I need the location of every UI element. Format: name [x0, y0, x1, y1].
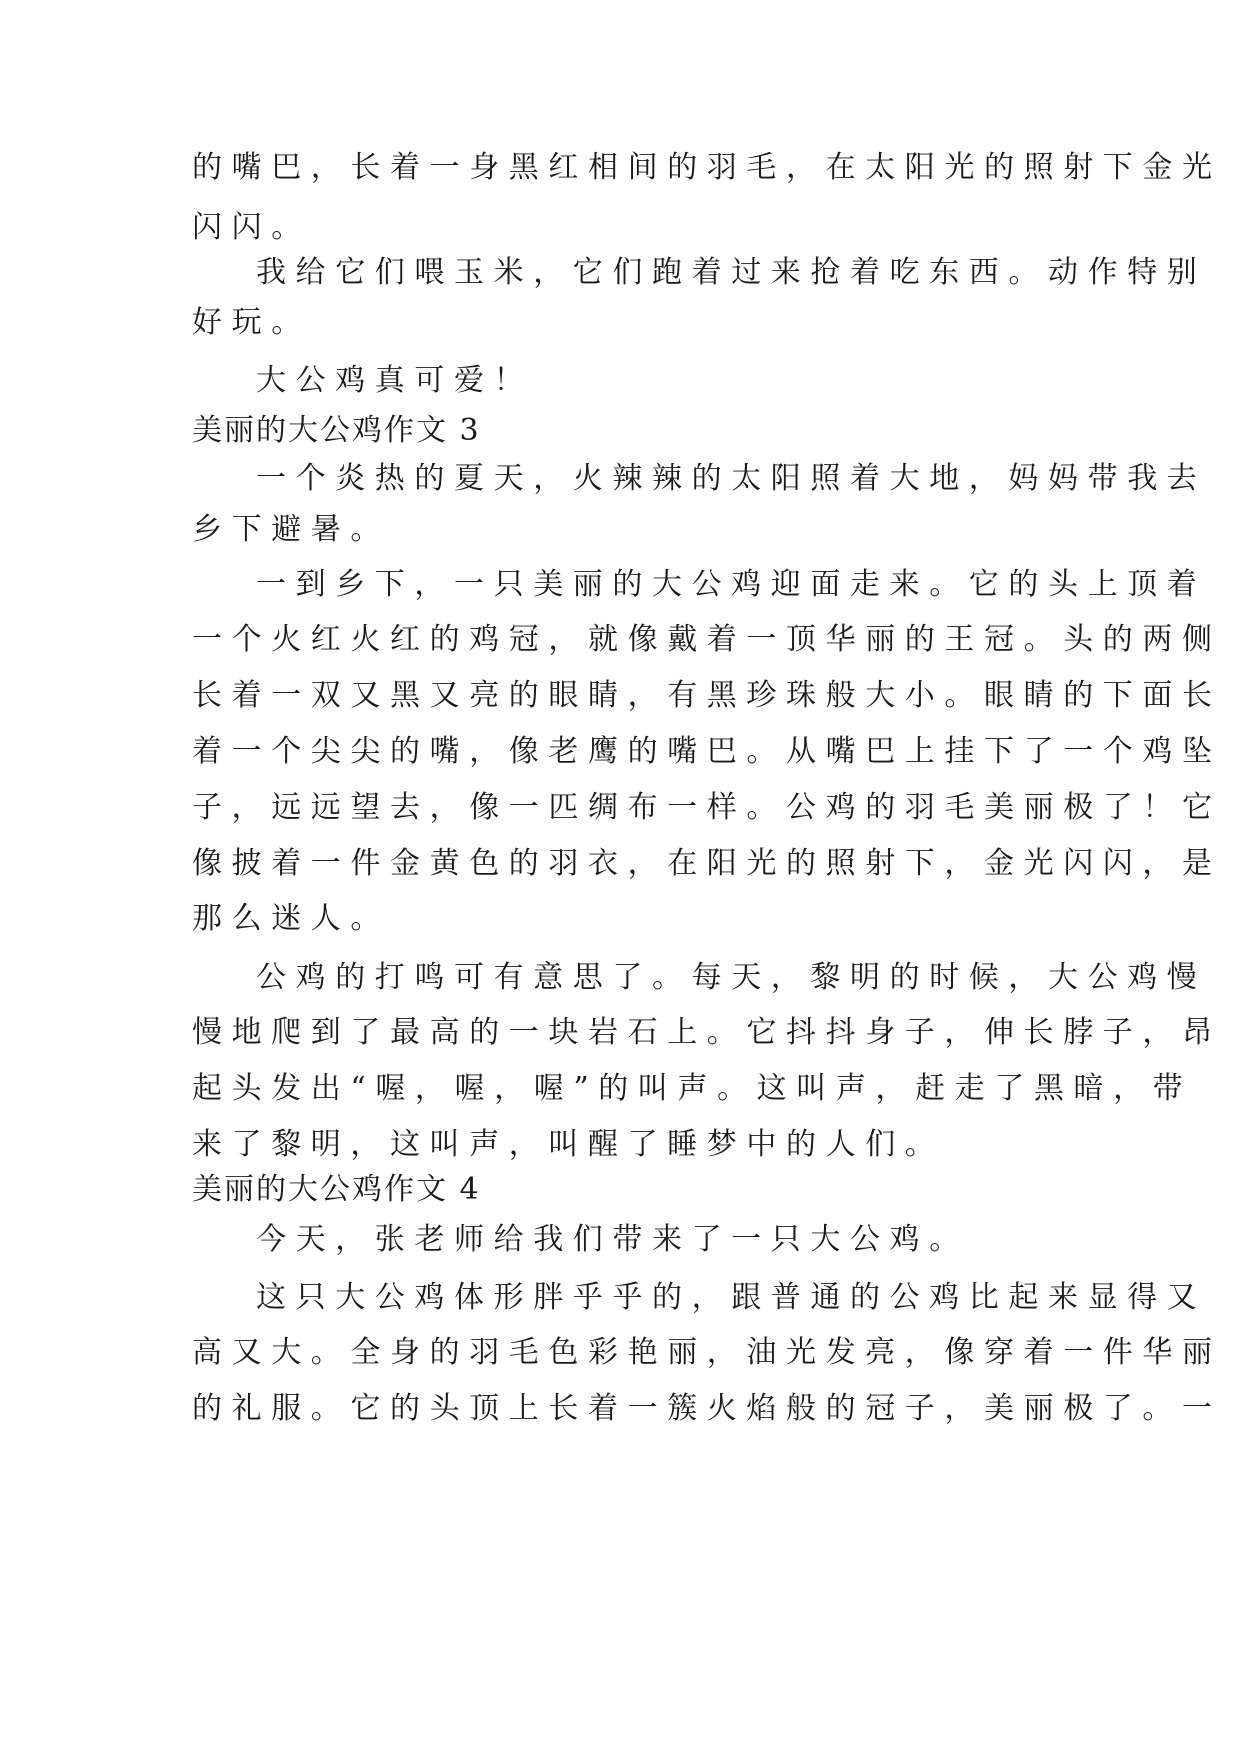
- section-heading: 美丽的大公鸡作文 3: [192, 413, 481, 448]
- text-line: 闪闪。: [192, 210, 311, 245]
- text-line: 这只大公鸡体形胖乎乎的，跟普通的公鸡比起来显得又: [256, 1280, 1207, 1315]
- text-line: 着一个尖尖的嘴，像老鹰的嘴巴。从嘴巴上挂下了一个鸡坠: [192, 734, 1222, 769]
- text-line: 大公鸡真可爱！: [256, 363, 534, 398]
- text-line: 乡下避暑。: [192, 512, 390, 547]
- text-line: 像披着一件金黄色的羽衣，在阳光的照射下，金光闪闪，是: [192, 846, 1222, 881]
- section-heading: 美丽的大公鸡作文 4: [192, 1172, 481, 1207]
- text-line: 子，远远望去，像一匹绸布一样。公鸡的羽毛美丽极了！它: [192, 790, 1222, 825]
- text-line: 好玩。: [192, 305, 311, 340]
- text-line: 那么迷人。: [192, 901, 390, 936]
- text-line: 慢地爬到了最高的一块岩石上。它抖抖身子，伸长脖子，昂: [192, 1015, 1222, 1050]
- text-line: 一个火红火红的鸡冠，就像戴着一顶华丽的王冠。头的两侧: [192, 622, 1222, 657]
- text-line: 一到乡下，一只美丽的大公鸡迎面走来。它的头上顶着: [256, 567, 1207, 602]
- text-line: 的礼服。它的头顶上长着一簇火焰般的冠子，美丽极了。一: [192, 1391, 1222, 1426]
- text-line: 长着一双又黑又亮的眼睛，有黑珍珠般大小。眼睛的下面长: [192, 678, 1222, 713]
- text-line: 今天，张老师给我们带来了一只大公鸡。: [256, 1222, 969, 1257]
- text-line: 我给它们喂玉米，它们跑着过来抢着吃东西。动作特别: [256, 255, 1207, 290]
- text-line: 高又大。全身的羽毛色彩艳丽，油光发亮，像穿着一件华丽: [192, 1335, 1222, 1370]
- text-line: 来了黎明，这叫声，叫醒了睡梦中的人们。: [192, 1127, 945, 1162]
- text-line: 的嘴巴，长着一身黑红相间的羽毛，在太阳光的照射下金光: [192, 150, 1222, 185]
- text-line: 起头发出“喔，喔，喔”的叫声。这叫声，赶走了黑暗，带: [192, 1071, 1193, 1106]
- text-line: 一个炎热的夏天，火辣辣的太阳照着大地，妈妈带我去: [256, 461, 1207, 496]
- text-line: 公鸡的打鸣可有意思了。每天，黎明的时候，大公鸡慢: [256, 960, 1207, 995]
